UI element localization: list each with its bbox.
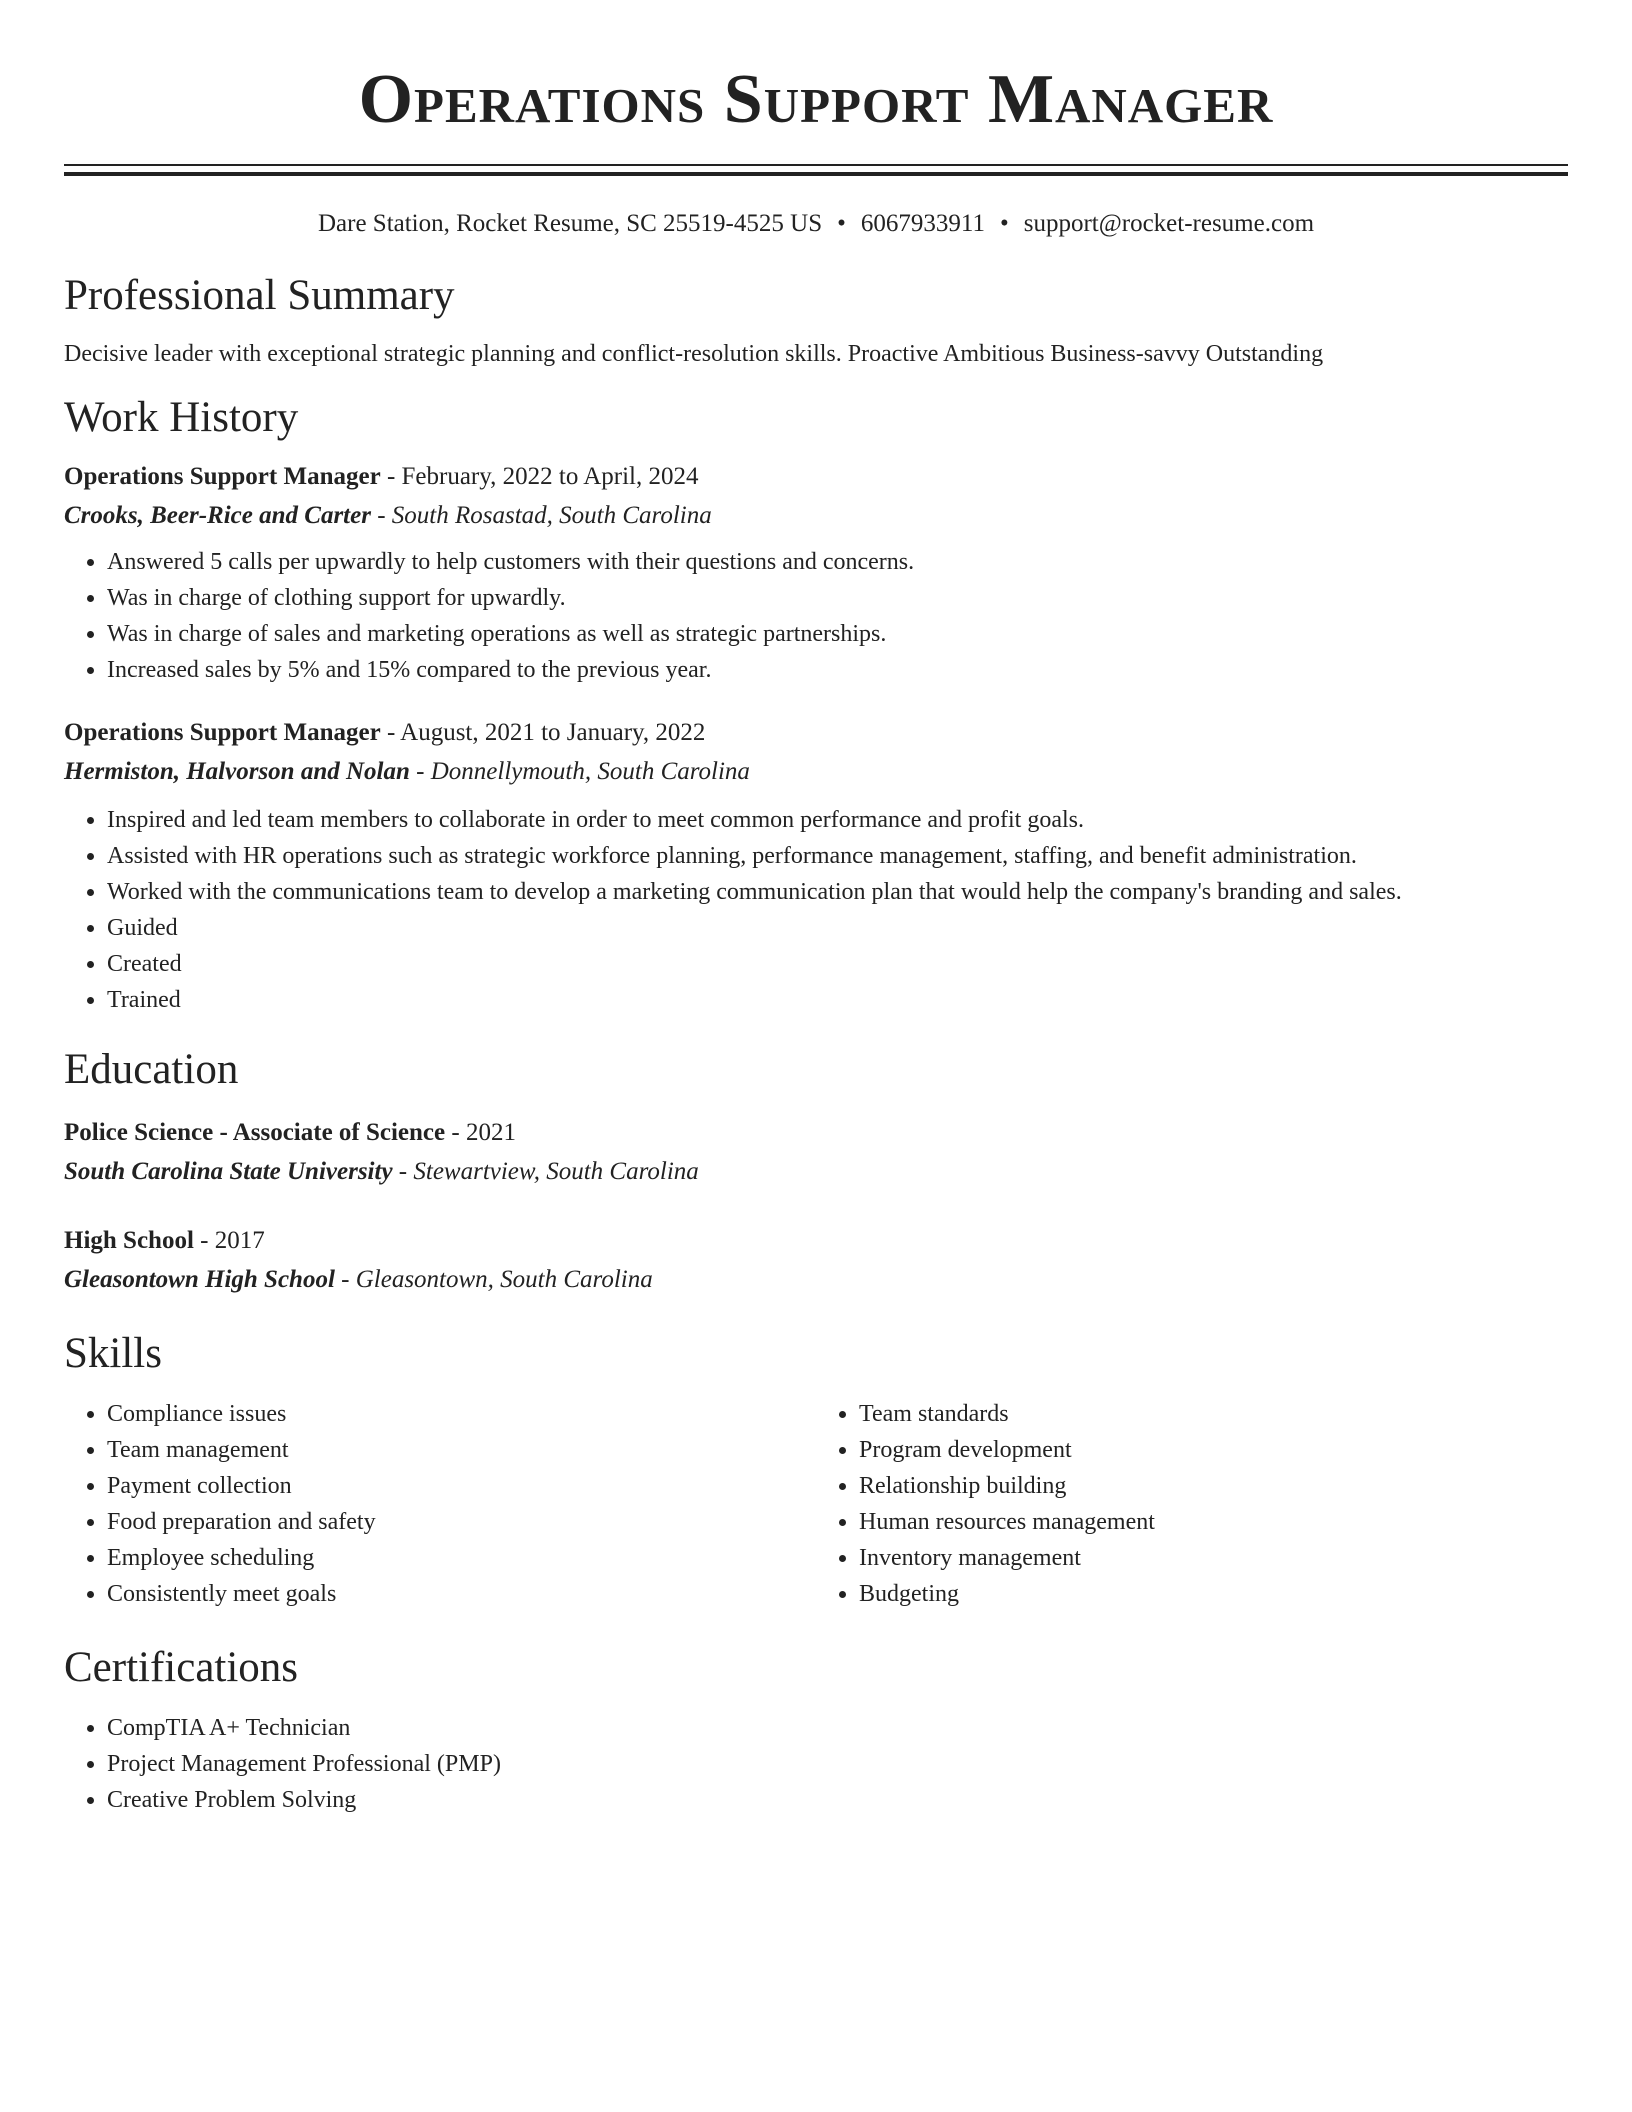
list-item: • Compliance issues	[107, 1396, 816, 1432]
header-rule-thin	[64, 164, 1568, 166]
contact-email: support@rocket-resume.com	[1023, 210, 1315, 237]
job-role: Operations Support Manager	[64, 719, 381, 746]
job-heading	[64, 458, 1568, 496]
job-entry	[64, 458, 1568, 688]
contact-phone: 6067933911	[860, 210, 985, 237]
education-title: Education	[64, 1046, 239, 1093]
education-school: South Carolina State University	[64, 1158, 393, 1185]
contact-line	[64, 208, 1568, 240]
education-year: - 2021	[445, 1119, 516, 1146]
list-item: • Budgeting	[859, 1576, 1568, 1612]
education-degree: Police Science - Associate of Science	[64, 1119, 446, 1146]
education-location: - Stewartview, South Carolina	[392, 1158, 699, 1185]
list-item: • CompTIA A+ Technician	[107, 1710, 1568, 1746]
list-item: • Relationship building	[859, 1468, 1568, 1504]
certifications-title: Certifications	[64, 1644, 299, 1691]
job-role: Operations Support Manager	[64, 463, 381, 490]
job-dates: - August, 2021 to January, 2022	[380, 719, 706, 746]
education-entry	[64, 1114, 1568, 1192]
list-item: • Was in charge of sales and marketing operations as well as strategic partnerships.	[107, 616, 1568, 652]
job-company: Hermiston, Halvorson and Nolan	[64, 758, 410, 785]
list-item: • Created	[107, 946, 1568, 982]
list-item: • Increased sales by 5% and 15% compared to the previous year.	[107, 652, 1568, 688]
job-company: Crooks, Beer-Rice and Carter	[64, 502, 371, 529]
job-entry	[64, 714, 1568, 1018]
education-school-line	[64, 1260, 1568, 1300]
summary-title: Professional Summary	[64, 272, 455, 319]
list-item: • Team standards	[859, 1396, 1568, 1432]
job-location: - South Rosastad, South Carolina	[370, 502, 712, 529]
list-item: • Was in charge of clothing support for upwardly.	[107, 580, 1568, 616]
list-item: • Human resources management	[859, 1504, 1568, 1540]
job-company-line	[64, 496, 1568, 536]
list-item: • Team management	[107, 1432, 816, 1468]
skills-grid	[64, 1396, 1568, 1612]
education-degree: High School	[64, 1227, 194, 1254]
list-item: • Inventory management	[859, 1540, 1568, 1576]
summary-text: Decisive leader with exceptional strategic planning and conflict-resolution skills. Proactive Ambitious Business-savvy Outstanding	[64, 341, 1324, 367]
header-rule-thick	[64, 172, 1568, 176]
education-heading	[64, 1114, 1568, 1152]
list-item: • Worked with the communications team to develop a marketing communication plan that would help the company's branding and sales.	[107, 874, 1568, 910]
job-bullets	[64, 544, 1568, 688]
education-school-line	[64, 1152, 1568, 1192]
contact-address: Dare Station, Rocket Resume, SC 25519-4525 US	[317, 210, 823, 237]
list-item: • Assisted with HR operations such as strategic workforce planning, performance management, staffing, and benefit administration.	[107, 838, 1568, 874]
education-entry	[64, 1222, 1568, 1300]
education-school: Gleasontown High School	[64, 1266, 335, 1293]
job-location: - Donnellymouth, South Carolina	[409, 758, 750, 785]
list-item: • Payment collection	[107, 1468, 816, 1504]
list-item: • Employee scheduling	[107, 1540, 816, 1576]
education-year: - 2017	[193, 1227, 265, 1254]
education-heading	[64, 1222, 1568, 1260]
job-bullets	[64, 802, 1568, 1018]
job-heading	[64, 714, 1568, 752]
job-dates: - February, 2022 to April, 2024	[380, 463, 699, 490]
job-company-line	[64, 752, 1568, 792]
skills-title: Skills	[64, 1330, 162, 1377]
certifications-list	[64, 1710, 1568, 1818]
resume-name: Operations Support Manager	[358, 61, 1274, 138]
list-item: • Creative Problem Solving	[107, 1782, 1568, 1818]
contact-separator: •	[999, 210, 1009, 237]
list-item: • Answered 5 calls per upwardly to help customers with their questions and concerns.	[107, 544, 1568, 580]
skills-column-right	[816, 1396, 1568, 1612]
list-item: • Program development	[859, 1432, 1568, 1468]
list-item: • Inspired and led team members to collaborate in order to meet common performance and profit goals.	[107, 802, 1568, 838]
contact-separator: •	[837, 210, 846, 237]
list-item: • Trained	[107, 982, 1568, 1018]
list-item: • Project Management Professional (PMP)	[107, 1746, 1568, 1782]
work-history-title: Work History	[64, 394, 299, 441]
list-item: • Food preparation and safety	[107, 1504, 816, 1540]
education-location: - Gleasontown, South Carolina	[334, 1266, 653, 1293]
list-item: • Guided	[107, 910, 1568, 946]
skills-column-left	[64, 1396, 816, 1612]
list-item: • Consistently meet goals	[107, 1576, 816, 1612]
